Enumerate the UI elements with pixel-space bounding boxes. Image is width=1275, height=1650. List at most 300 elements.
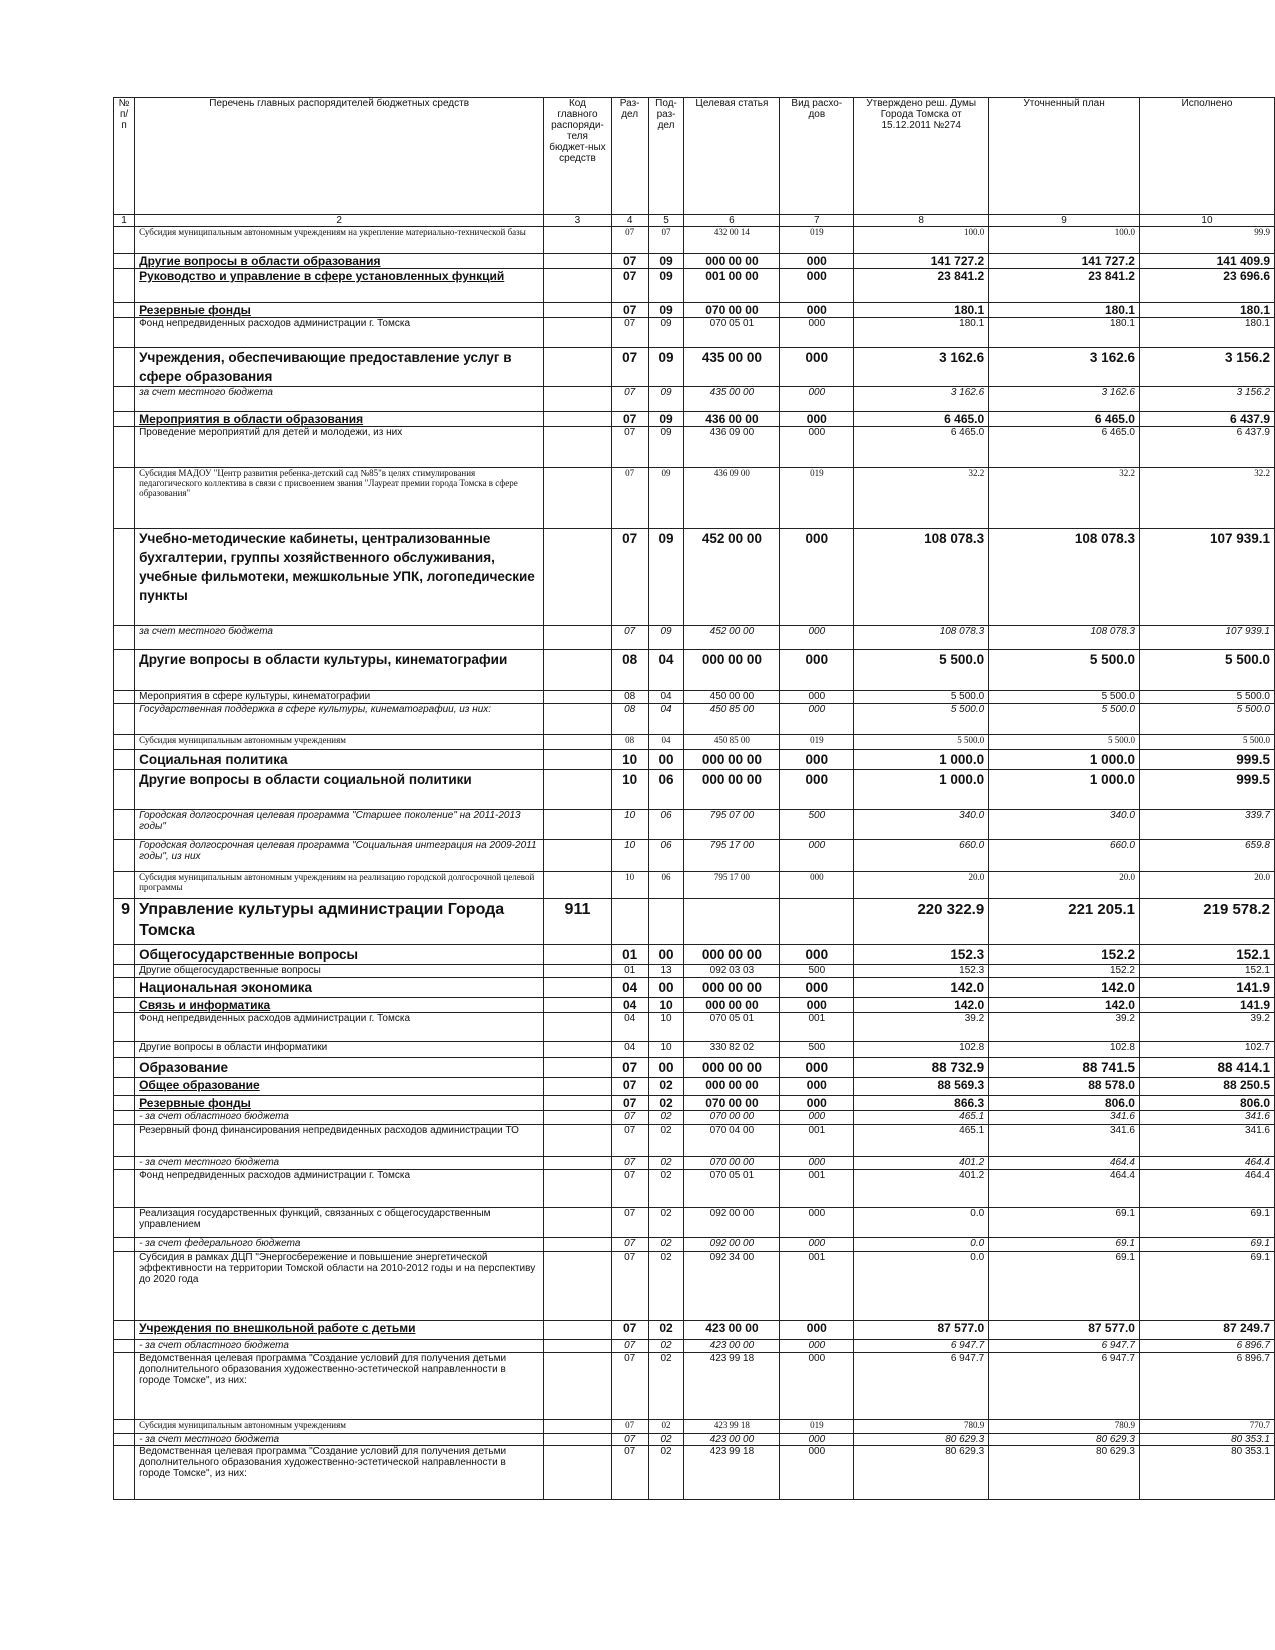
row-podrazdel: 02 xyxy=(648,1321,684,1340)
row-approved: 32.2 xyxy=(854,468,989,529)
row-expense-type: 000 xyxy=(780,318,854,348)
table-row xyxy=(114,1078,1275,1096)
row-executed: 69.1 xyxy=(1139,1252,1274,1321)
row-code xyxy=(544,872,611,899)
row-target-article: 436 09 00 xyxy=(684,427,780,468)
table-row xyxy=(114,691,1275,704)
row-name: Общее образование xyxy=(135,1078,544,1096)
row-number xyxy=(114,1013,135,1042)
row-number xyxy=(114,650,135,691)
row-approved: 102.8 xyxy=(854,1042,989,1058)
row-expense-type: 001 xyxy=(780,1170,854,1208)
row-plan: 20.0 xyxy=(989,872,1140,899)
row-podrazdel: 09 xyxy=(648,412,684,427)
row-plan: 152.2 xyxy=(989,965,1140,978)
row-target-article: 795 17 00 xyxy=(684,840,780,872)
row-number xyxy=(114,1208,135,1238)
row-name: Мероприятия в области образования xyxy=(135,412,544,427)
row-approved: 180.1 xyxy=(854,303,989,318)
row-name: - за счет областного бюджета xyxy=(135,1111,544,1125)
table-row xyxy=(114,998,1275,1013)
column-number: 1 xyxy=(114,215,135,227)
row-name: Субсидия муниципальным автономным учреждениям на укрепление материально-технической базы xyxy=(135,227,544,254)
row-razdel: 07 xyxy=(611,254,648,269)
column-number: 7 xyxy=(780,215,854,227)
row-code xyxy=(544,1420,611,1434)
row-number xyxy=(114,965,135,978)
row-razdel: 07 xyxy=(611,1434,648,1446)
row-expense-type xyxy=(780,899,854,945)
row-razdel: 07 xyxy=(611,1238,648,1252)
row-expense-type: 000 xyxy=(780,840,854,872)
row-approved: 6 947.7 xyxy=(854,1340,989,1353)
row-approved: 141 727.2 xyxy=(854,254,989,269)
table-row xyxy=(114,1208,1275,1238)
header-np: № п/п xyxy=(114,98,135,215)
row-razdel: 10 xyxy=(611,810,648,840)
row-approved: 866.3 xyxy=(854,1096,989,1111)
row-plan: 88 741.5 xyxy=(989,1058,1140,1078)
row-approved: 180.1 xyxy=(854,318,989,348)
row-expense-type: 000 xyxy=(780,872,854,899)
row-approved: 39.2 xyxy=(854,1013,989,1042)
row-target-article: 000 00 00 xyxy=(684,650,780,691)
row-podrazdel: 09 xyxy=(648,626,684,650)
row-razdel: 07 xyxy=(611,1157,648,1170)
row-approved: 465.1 xyxy=(854,1125,989,1157)
row-podrazdel: 09 xyxy=(648,387,684,412)
row-target-article: 000 00 00 xyxy=(684,998,780,1013)
row-podrazdel: 02 xyxy=(648,1252,684,1321)
row-target-article: 450 00 00 xyxy=(684,691,780,704)
row-expense-type: 000 xyxy=(780,770,854,810)
row-code xyxy=(544,704,611,735)
row-name: Ведомственная целевая программа "Создание условий для получения детьми дополнительного образования художественно-эстетической направленности в городе Томске", из них: xyxy=(135,1353,544,1420)
row-plan: 6 465.0 xyxy=(989,427,1140,468)
row-podrazdel: 06 xyxy=(648,810,684,840)
row-name: Субсидия муниципальным автономным учреждениям на реализацию городской долгосрочной целевой программы xyxy=(135,872,544,899)
row-executed: 6 437.9 xyxy=(1139,412,1274,427)
table-row xyxy=(114,529,1275,626)
row-code xyxy=(544,965,611,978)
row-plan: 80 629.3 xyxy=(989,1446,1140,1500)
row-podrazdel: 02 xyxy=(648,1238,684,1252)
table-row xyxy=(114,427,1275,468)
row-expense-type: 019 xyxy=(780,468,854,529)
row-name: Управление культуры администрации Города Томска xyxy=(135,899,544,945)
row-razdel: 07 xyxy=(611,1252,648,1321)
header-cel: Целевая статья xyxy=(684,98,780,215)
row-name: Мероприятия в сфере культуры, кинематографии xyxy=(135,691,544,704)
row-target-article: 435 00 00 xyxy=(684,348,780,387)
row-expense-type: 000 xyxy=(780,626,854,650)
row-executed: 87 249.7 xyxy=(1139,1321,1274,1340)
row-razdel: 08 xyxy=(611,735,648,750)
table-body xyxy=(114,227,1275,1500)
row-razdel: 07 xyxy=(611,427,648,468)
row-name: Другие вопросы в области социальной политики xyxy=(135,770,544,810)
row-code xyxy=(544,998,611,1013)
row-expense-type: 000 xyxy=(780,412,854,427)
row-target-article: 070 04 00 xyxy=(684,1125,780,1157)
row-number xyxy=(114,303,135,318)
row-plan: 1 000.0 xyxy=(989,750,1140,770)
table-row xyxy=(114,945,1275,965)
column-number: 10 xyxy=(1139,215,1274,227)
row-podrazdel: 02 xyxy=(648,1157,684,1170)
row-name: Резервные фонды xyxy=(135,1096,544,1111)
row-plan: 180.1 xyxy=(989,318,1140,348)
row-expense-type: 000 xyxy=(780,1208,854,1238)
row-executed: 464.4 xyxy=(1139,1170,1274,1208)
row-target-article: 423 99 18 xyxy=(684,1420,780,1434)
row-code xyxy=(544,650,611,691)
row-code xyxy=(544,348,611,387)
row-executed: 180.1 xyxy=(1139,318,1274,348)
row-code xyxy=(544,303,611,318)
row-target-article: 092 34 00 xyxy=(684,1252,780,1321)
row-executed: 659.8 xyxy=(1139,840,1274,872)
row-executed: 341.6 xyxy=(1139,1125,1274,1157)
row-podrazdel: 06 xyxy=(648,770,684,810)
row-number xyxy=(114,840,135,872)
row-executed: 219 578.2 xyxy=(1139,899,1274,945)
header-done: Исполнено xyxy=(1139,98,1274,215)
header-vid: Вид расхо-дов xyxy=(780,98,854,215)
row-approved: 88 569.3 xyxy=(854,1078,989,1096)
row-approved: 152.3 xyxy=(854,965,989,978)
row-target-article: 070 00 00 xyxy=(684,303,780,318)
row-executed: 152.1 xyxy=(1139,965,1274,978)
row-executed: 806.0 xyxy=(1139,1096,1274,1111)
row-name: Субсидия муниципальным автономным учреждениям xyxy=(135,735,544,750)
row-plan: 464.4 xyxy=(989,1170,1140,1208)
row-expense-type: 000 xyxy=(780,1111,854,1125)
row-target-article: 423 99 18 xyxy=(684,1353,780,1420)
table-row xyxy=(114,1434,1275,1446)
table-row xyxy=(114,770,1275,810)
row-target-article: 070 00 00 xyxy=(684,1096,780,1111)
row-executed: 88 414.1 xyxy=(1139,1058,1274,1078)
table-row xyxy=(114,269,1275,303)
row-approved: 1 000.0 xyxy=(854,750,989,770)
row-number xyxy=(114,318,135,348)
column-number: 4 xyxy=(611,215,648,227)
row-executed: 464.4 xyxy=(1139,1157,1274,1170)
row-plan: 6 465.0 xyxy=(989,412,1140,427)
row-code xyxy=(544,1321,611,1340)
row-executed: 20.0 xyxy=(1139,872,1274,899)
row-executed: 23 696.6 xyxy=(1139,269,1274,303)
row-name: за счет местного бюджета xyxy=(135,387,544,412)
row-name: Социальная политика xyxy=(135,750,544,770)
row-plan: 142.0 xyxy=(989,998,1140,1013)
row-razdel: 10 xyxy=(611,872,648,899)
table-row xyxy=(114,1252,1275,1321)
row-name: Национальная экономика xyxy=(135,978,544,998)
row-number xyxy=(114,412,135,427)
row-number xyxy=(114,1042,135,1058)
row-number xyxy=(114,468,135,529)
table-row xyxy=(114,348,1275,387)
row-expense-type: 000 xyxy=(780,1096,854,1111)
row-razdel: 10 xyxy=(611,750,648,770)
row-razdel: 01 xyxy=(611,965,648,978)
table-row xyxy=(114,978,1275,998)
row-podrazdel: 09 xyxy=(648,529,684,626)
column-number: 2 xyxy=(135,215,544,227)
row-podrazdel: 00 xyxy=(648,1058,684,1078)
row-plan: 39.2 xyxy=(989,1013,1140,1042)
row-approved: 3 162.6 xyxy=(854,348,989,387)
row-podrazdel: 09 xyxy=(648,427,684,468)
row-plan: 660.0 xyxy=(989,840,1140,872)
row-expense-type: 500 xyxy=(780,965,854,978)
row-target-article: 070 05 01 xyxy=(684,1170,780,1208)
row-number xyxy=(114,1238,135,1252)
row-code xyxy=(544,1340,611,1353)
row-podrazdel: 04 xyxy=(648,704,684,735)
row-expense-type: 000 xyxy=(780,998,854,1013)
row-approved: 108 078.3 xyxy=(854,626,989,650)
row-executed: 88 250.5 xyxy=(1139,1078,1274,1096)
row-plan: 5 500.0 xyxy=(989,691,1140,704)
row-approved: 5 500.0 xyxy=(854,691,989,704)
row-target-article: 436 00 00 xyxy=(684,412,780,427)
row-razdel: 07 xyxy=(611,348,648,387)
row-code xyxy=(544,1042,611,1058)
row-razdel: 07 xyxy=(611,1208,648,1238)
row-target-article: 795 17 00 xyxy=(684,872,780,899)
row-target-article: 000 00 00 xyxy=(684,978,780,998)
row-executed: 141.9 xyxy=(1139,998,1274,1013)
row-podrazdel: 04 xyxy=(648,691,684,704)
row-name: Общегосударственные вопросы xyxy=(135,945,544,965)
row-name: Учреждения по внешкольной работе с детьми xyxy=(135,1321,544,1340)
row-code xyxy=(544,770,611,810)
row-executed: 152.1 xyxy=(1139,945,1274,965)
row-number xyxy=(114,387,135,412)
row-name: - за счет местного бюджета xyxy=(135,1157,544,1170)
row-name: за счет местного бюджета xyxy=(135,626,544,650)
table-row xyxy=(114,1111,1275,1125)
row-code xyxy=(544,387,611,412)
table-row xyxy=(114,318,1275,348)
column-number: 9 xyxy=(989,215,1140,227)
row-approved: 0.0 xyxy=(854,1252,989,1321)
row-plan: 88 578.0 xyxy=(989,1078,1140,1096)
row-plan: 152.2 xyxy=(989,945,1140,965)
row-number xyxy=(114,770,135,810)
row-razdel: 08 xyxy=(611,704,648,735)
row-razdel: 01 xyxy=(611,945,648,965)
row-executed: 999.5 xyxy=(1139,750,1274,770)
row-executed: 107 939.1 xyxy=(1139,529,1274,626)
row-expense-type: 000 xyxy=(780,1340,854,1353)
row-name: Городская долгосрочная целевая программа "Старшее поколение" на 2011-2013 годы" xyxy=(135,810,544,840)
row-razdel: 07 xyxy=(611,1340,648,1353)
row-plan: 141 727.2 xyxy=(989,254,1140,269)
row-name: - за счет областного бюджета xyxy=(135,1340,544,1353)
header-name: Перечень главных распорядителей бюджетных средств xyxy=(135,98,544,215)
header-plan: Уточненный план xyxy=(989,98,1140,215)
row-razdel: 07 xyxy=(611,318,648,348)
row-podrazdel: 02 xyxy=(648,1096,684,1111)
table-row xyxy=(114,1321,1275,1340)
row-plan: 6 947.7 xyxy=(989,1353,1140,1420)
row-razdel: 10 xyxy=(611,770,648,810)
header-podrazdel: Под-раз-дел xyxy=(648,98,684,215)
row-expense-type: 500 xyxy=(780,810,854,840)
row-podrazdel: 02 xyxy=(648,1208,684,1238)
row-name: Другие вопросы в области информатики xyxy=(135,1042,544,1058)
row-code xyxy=(544,254,611,269)
table-row xyxy=(114,965,1275,978)
row-number xyxy=(114,1111,135,1125)
row-executed: 69.1 xyxy=(1139,1238,1274,1252)
table-row xyxy=(114,810,1275,840)
row-expense-type: 000 xyxy=(780,1353,854,1420)
row-plan: 340.0 xyxy=(989,810,1140,840)
row-expense-type: 001 xyxy=(780,1013,854,1042)
row-code xyxy=(544,945,611,965)
row-expense-type: 000 xyxy=(780,254,854,269)
row-code xyxy=(544,529,611,626)
row-razdel: 04 xyxy=(611,998,648,1013)
row-podrazdel: 09 xyxy=(648,318,684,348)
row-target-article: 423 00 00 xyxy=(684,1340,780,1353)
row-target-article: 452 00 00 xyxy=(684,529,780,626)
row-name: Субсидия в рамках ДЦП "Энергосбережение и повышение энергетической эффективности на территории Томской области на 2010-2012 годы и на перспективу до 2020 года xyxy=(135,1252,544,1321)
row-razdel: 07 xyxy=(611,1111,648,1125)
row-code xyxy=(544,318,611,348)
row-executed: 341.6 xyxy=(1139,1111,1274,1125)
row-expense-type: 000 xyxy=(780,1078,854,1096)
row-podrazdel: 06 xyxy=(648,840,684,872)
row-target-article: 092 00 00 xyxy=(684,1208,780,1238)
row-approved: 80 629.3 xyxy=(854,1446,989,1500)
row-number xyxy=(114,691,135,704)
row-podrazdel: 00 xyxy=(648,978,684,998)
row-approved: 0.0 xyxy=(854,1208,989,1238)
row-number xyxy=(114,1170,135,1208)
row-razdel: 07 xyxy=(611,1446,648,1500)
row-plan: 221 205.1 xyxy=(989,899,1140,945)
row-approved: 5 500.0 xyxy=(854,650,989,691)
row-executed: 770.7 xyxy=(1139,1420,1274,1434)
row-number xyxy=(114,1420,135,1434)
row-plan: 780.9 xyxy=(989,1420,1140,1434)
row-number xyxy=(114,269,135,303)
row-expense-type: 000 xyxy=(780,1157,854,1170)
row-code xyxy=(544,1434,611,1446)
row-target-article: 070 00 00 xyxy=(684,1157,780,1170)
row-number xyxy=(114,735,135,750)
row-code xyxy=(544,1013,611,1042)
row-code xyxy=(544,427,611,468)
row-number xyxy=(114,1446,135,1500)
row-plan: 87 577.0 xyxy=(989,1321,1140,1340)
row-executed: 141.9 xyxy=(1139,978,1274,998)
row-target-article: 435 00 00 xyxy=(684,387,780,412)
column-number: 5 xyxy=(648,215,684,227)
row-executed: 32.2 xyxy=(1139,468,1274,529)
row-approved: 108 078.3 xyxy=(854,529,989,626)
row-target-article: 000 00 00 xyxy=(684,770,780,810)
row-code xyxy=(544,468,611,529)
row-target-article: 001 00 00 xyxy=(684,269,780,303)
row-expense-type: 000 xyxy=(780,750,854,770)
row-number xyxy=(114,1353,135,1420)
table-row xyxy=(114,1157,1275,1170)
table-row xyxy=(114,650,1275,691)
row-code xyxy=(544,978,611,998)
row-code xyxy=(544,1238,611,1252)
row-plan: 108 078.3 xyxy=(989,626,1140,650)
row-name: Другие вопросы в области образования xyxy=(135,254,544,269)
row-razdel: 07 xyxy=(611,1420,648,1434)
table-row xyxy=(114,872,1275,899)
row-plan: 5 500.0 xyxy=(989,735,1140,750)
row-razdel: 04 xyxy=(611,978,648,998)
row-expense-type: 000 xyxy=(780,1434,854,1446)
row-plan: 341.6 xyxy=(989,1125,1140,1157)
row-plan: 32.2 xyxy=(989,468,1140,529)
row-expense-type: 019 xyxy=(780,227,854,254)
row-plan: 69.1 xyxy=(989,1252,1140,1321)
row-name: - за счет федерального бюджета xyxy=(135,1238,544,1252)
row-expense-type: 000 xyxy=(780,1321,854,1340)
row-number xyxy=(114,978,135,998)
row-podrazdel: 10 xyxy=(648,1013,684,1042)
row-podrazdel: 09 xyxy=(648,468,684,529)
row-target-article: 452 00 00 xyxy=(684,626,780,650)
row-target-article: 000 00 00 xyxy=(684,254,780,269)
table-row xyxy=(114,750,1275,770)
row-code xyxy=(544,1157,611,1170)
row-expense-type: 000 xyxy=(780,945,854,965)
row-razdel: 07 xyxy=(611,1125,648,1157)
row-number xyxy=(114,1157,135,1170)
table-row xyxy=(114,1125,1275,1157)
row-target-article: 092 03 03 xyxy=(684,965,780,978)
row-name: Резервный фонд финансирования непредвиденных расходов администрации ТО xyxy=(135,1125,544,1157)
header-razdel: Раз-дел xyxy=(611,98,648,215)
row-podrazdel: 00 xyxy=(648,750,684,770)
row-razdel: 10 xyxy=(611,840,648,872)
row-approved: 88 732.9 xyxy=(854,1058,989,1078)
row-razdel: 07 xyxy=(611,1170,648,1208)
column-number: 3 xyxy=(544,215,611,227)
row-expense-type: 500 xyxy=(780,1042,854,1058)
row-executed: 99.9 xyxy=(1139,227,1274,254)
budget-sheet xyxy=(113,97,1275,1500)
budget-table xyxy=(113,97,1275,1500)
row-approved: 220 322.9 xyxy=(854,899,989,945)
row-plan: 341.6 xyxy=(989,1111,1140,1125)
row-expense-type: 000 xyxy=(780,1058,854,1078)
row-executed: 3 156.2 xyxy=(1139,348,1274,387)
row-approved: 401.2 xyxy=(854,1157,989,1170)
row-expense-type: 000 xyxy=(780,1446,854,1500)
row-expense-type: 000 xyxy=(780,650,854,691)
row-razdel: 07 xyxy=(611,626,648,650)
row-approved: 87 577.0 xyxy=(854,1321,989,1340)
row-number xyxy=(114,427,135,468)
row-executed: 107 939.1 xyxy=(1139,626,1274,650)
row-name: Другие вопросы в области культуры, кинематографии xyxy=(135,650,544,691)
row-name: Фонд непредвиденных расходов администрации г. Томска xyxy=(135,1013,544,1042)
